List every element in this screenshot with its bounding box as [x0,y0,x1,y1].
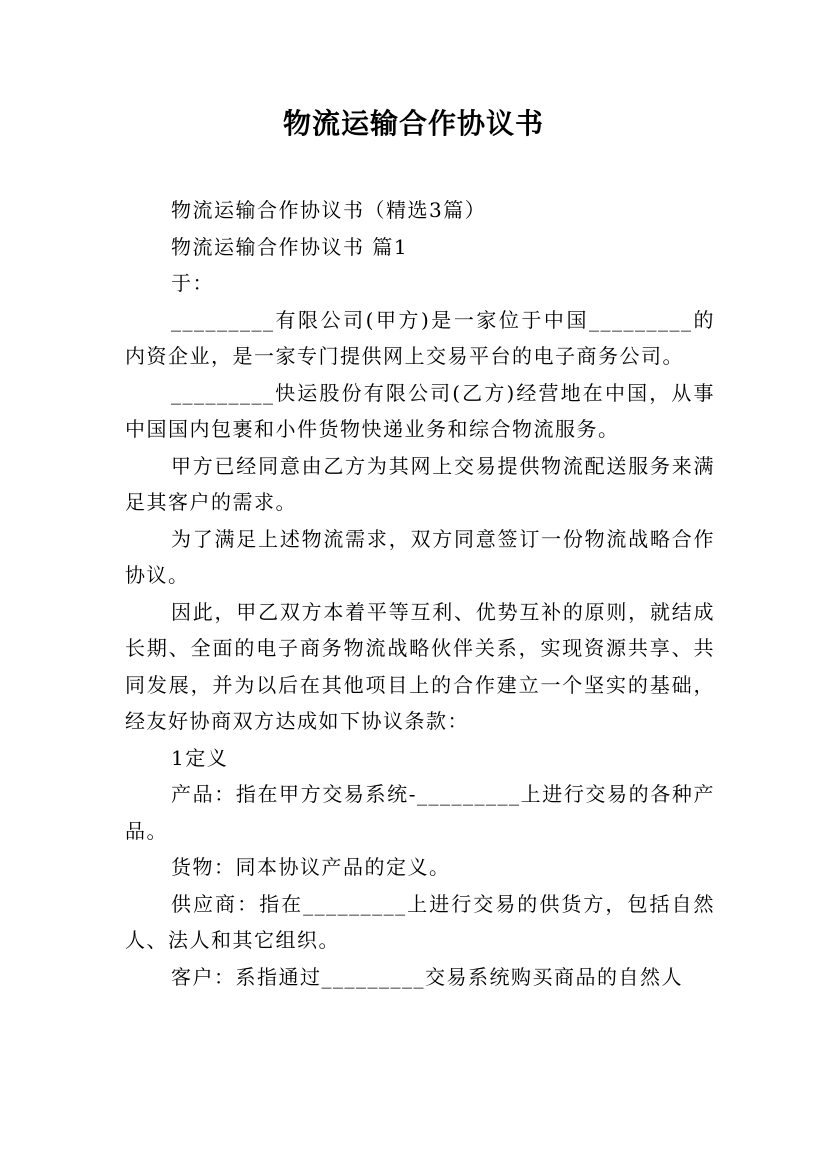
paragraph-agreement: 甲方已经同意由乙方为其网上交易提供物流配送服务来满足其客户的需求。 [125,453,715,514]
paragraph-party-b: _________快运股份有限公司(乙方)经营地在中国，从事中国国内包裹和小件货物快递业务和综合物流服务。 [125,380,715,441]
document-title: 物流运输合作协议书 [282,107,544,140]
paragraph-definition-product: 产品：指在甲方交易系统-_________上进行交易的各种产品。 [125,782,715,843]
paragraph-subtitle: 物流运输合作协议书（精选3篇） [171,198,487,222]
paragraph-party-a: _________有限公司(甲方)是一家位于中国_________的内资企业，是一家专门提供网上交易平台的电子商务公司。 [125,307,715,368]
paragraph-principles: 因此，甲乙双方本着平等互利、优势互补的原则，就结成长期、全面的电子商务物流战略伙伴关系，实现资源共享、共同发展，并为以后在其他项目上的合作建立一个坚实的基础，经友好协商双方达成如下协议条款： [125,599,715,733]
paragraph-definitions-heading: 1定义 [171,745,229,770]
document-body [125,192,715,995]
paragraph-purpose: 为了满足上述物流需求，双方同意签订一份物流战略合作协议。 [125,526,715,587]
paragraph-definition-goods: 货物：同本协议产品的定义。 [171,855,451,879]
paragraph-section-heading: 物流运输合作协议书 篇1 [171,234,409,259]
paragraph-addressee: 于： [171,271,214,295]
paragraph-definition-supplier: 供应商：指在_________上进行交易的供货方，包括自然人、法人和其它组织。 [125,891,715,952]
paragraph-definition-customer: 客户：系指通过_________交易系统购买商品的自然人 [171,964,683,989]
